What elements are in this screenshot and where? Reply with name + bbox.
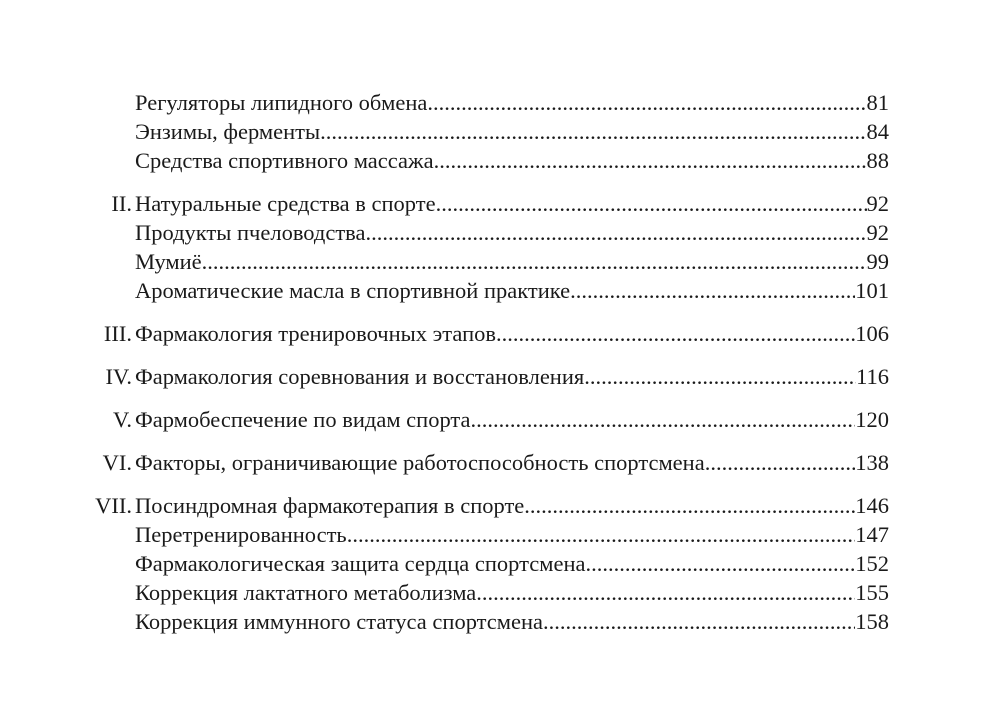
toc-entry-line <box>135 405 889 434</box>
toc-entry-title: Фармобеспечение по видам спорта <box>135 407 471 432</box>
toc-entry <box>0 276 1000 305</box>
toc-entry-title: Фармакология соревнования и восстановления <box>135 364 585 389</box>
toc-entry <box>0 117 1000 146</box>
toc-entry-line <box>135 88 889 117</box>
toc-entry <box>0 405 1000 434</box>
toc-entry-line <box>135 520 889 549</box>
toc-entry <box>0 362 1000 391</box>
dot-leader <box>202 247 867 276</box>
toc-entry-title: Ароматические масла в спортивной практике <box>135 278 571 303</box>
toc-page-number: 99 <box>866 249 889 274</box>
toc-entry-line <box>135 607 889 636</box>
dot-leader <box>471 405 856 434</box>
toc-entry-line <box>135 247 889 276</box>
dot-leader <box>320 117 866 146</box>
toc-section-number: III. <box>103 321 132 346</box>
toc-page-number: 158 <box>855 609 889 634</box>
toc-page-number: 101 <box>855 278 889 303</box>
toc-section-number: VI. <box>102 450 132 475</box>
toc-entry <box>0 218 1000 247</box>
dot-leader <box>570 276 855 305</box>
toc-entry <box>0 549 1000 578</box>
toc-entry <box>0 448 1000 477</box>
toc-page-number: 146 <box>855 493 889 518</box>
dot-leader <box>436 189 867 218</box>
toc-entry-title: Перетренированность <box>135 522 347 547</box>
toc-page-number: 106 <box>855 321 889 346</box>
dot-leader <box>543 607 855 636</box>
toc-entry-line <box>135 549 889 578</box>
toc-entry-line <box>135 448 889 477</box>
toc-entry <box>0 189 1000 218</box>
toc-page-number: 120 <box>855 407 889 432</box>
toc-entry-line <box>135 218 889 247</box>
toc-page-number: 138 <box>855 450 889 475</box>
toc-entry-title: Натуральные средства в спорте <box>135 191 436 216</box>
dot-leader <box>427 88 866 117</box>
toc-page-number: 92 <box>866 191 889 216</box>
toc-section-number: IV. <box>105 364 132 389</box>
toc-entry <box>0 247 1000 276</box>
toc-entry-line <box>135 491 889 520</box>
toc-page-number: 88 <box>866 148 889 173</box>
toc-section-number: VII. <box>95 493 132 518</box>
toc-entry <box>0 88 1000 117</box>
toc-entry-title: Мумиё <box>135 249 202 274</box>
toc-entry-title: Фармакология тренировочных этапов <box>135 321 496 346</box>
toc-entry-title: Энзимы, ферменты <box>135 119 321 144</box>
toc-entry-line <box>135 319 889 348</box>
toc-page-number: 84 <box>866 119 889 144</box>
dot-leader <box>584 362 856 391</box>
toc-entry-line <box>135 117 889 146</box>
toc-entry <box>0 607 1000 636</box>
toc-page-number: 92 <box>866 220 889 245</box>
table-of-contents <box>0 88 1000 636</box>
toc-entry <box>0 319 1000 348</box>
toc-entry-title: Посиндромная фармакотерапия в спорте <box>135 493 525 518</box>
toc-entry-line <box>135 146 889 175</box>
toc-entry-title: Коррекция лактатного метаболизма <box>135 580 477 605</box>
toc-entry-line <box>135 189 889 218</box>
dot-leader <box>476 578 855 607</box>
dot-leader <box>365 218 866 247</box>
toc-entry-title: Средства спортивного массажа <box>135 148 434 173</box>
toc-entry <box>0 146 1000 175</box>
toc-page-number: 152 <box>855 551 889 576</box>
toc-section-number: V. <box>113 407 132 432</box>
toc-entry-title: Факторы, ограничивающие работоспособность спортсмена <box>135 450 705 475</box>
toc-entry-line <box>135 276 889 305</box>
toc-entry <box>0 520 1000 549</box>
dot-leader <box>705 448 856 477</box>
toc-entry-title: Регуляторы липидного обмена <box>135 90 428 115</box>
toc-page-number: 147 <box>855 522 889 547</box>
toc-entry-title: Продукты пчеловодства <box>135 220 366 245</box>
toc-entry-title: Фармакологическая защита сердца спортсмена <box>135 551 586 576</box>
toc-entry <box>0 578 1000 607</box>
dot-leader <box>585 549 855 578</box>
toc-page-number: 81 <box>866 90 889 115</box>
toc-entry-title: Коррекция иммунного статуса спортсмена <box>135 609 543 634</box>
dot-leader <box>496 319 855 348</box>
toc-entry-line <box>135 362 889 391</box>
dot-leader <box>524 491 855 520</box>
toc-entry-line <box>135 578 889 607</box>
dot-leader <box>347 520 856 549</box>
dot-leader <box>434 146 867 175</box>
toc-entry <box>0 491 1000 520</box>
toc-page-number: 155 <box>855 580 889 605</box>
toc-section-number: II. <box>111 191 132 216</box>
toc-page-number: 116 <box>856 364 889 389</box>
